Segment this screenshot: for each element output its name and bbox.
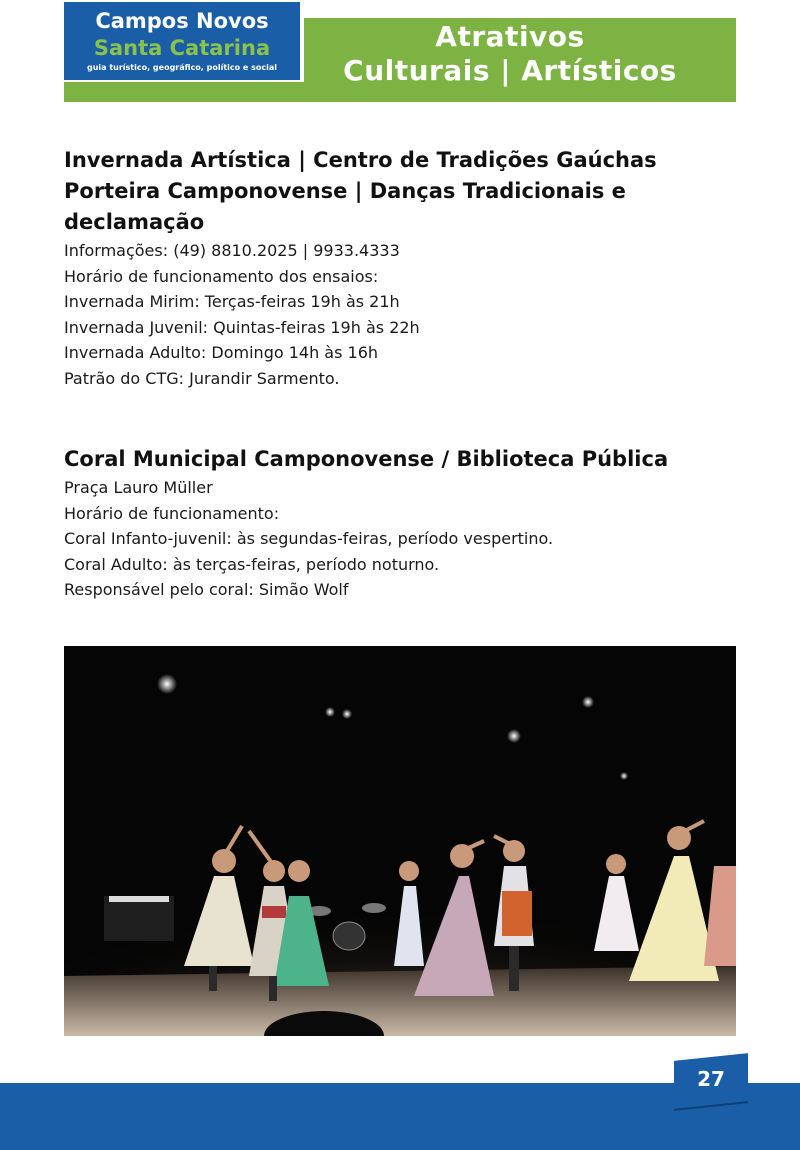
brand-logo — [64, 0, 304, 82]
page-title-line: Atrativos — [435, 20, 585, 53]
brand-tagline: guia turístico, geográfico, político e social — [86, 63, 278, 72]
info-line-phone: Informações: (49) 8810.2025 | 9933.4333 — [64, 241, 400, 260]
page-title-line: Culturais | Artísticos — [343, 54, 677, 87]
info-line-juvenil: Invernada Juvenil: Quintas-feiras 19h às 22h — [64, 317, 420, 337]
info-line-infanto: Coral Infanto-juvenil: às segundas-feiras, período vespertino. — [64, 529, 554, 548]
section-heading — [64, 444, 744, 475]
info-line-adulto: Invernada Adulto: Domingo 14h às 16h — [64, 343, 379, 362]
brand-logo-panel — [64, 2, 300, 80]
page-title — [300, 20, 720, 88]
info-line-address: Praça Lauro Müller — [64, 478, 213, 497]
section-coral — [64, 444, 744, 603]
heading-line: declamação — [64, 210, 205, 234]
brand-name: Campos Novos — [95, 9, 269, 33]
page-number: 27 — [697, 1067, 725, 1091]
brand-region: Santa Catarina — [93, 36, 271, 60]
info-line-responsavel: Responsável pelo coral: Simão Wolf — [64, 580, 349, 599]
info-line-mirim: Invernada Mirim: Terças-feiras 19h às 21h — [64, 292, 400, 311]
heading-line: Invernada Artística | Centro de Tradições Gaúchas — [64, 148, 657, 172]
heading-line: Porteira Camponovense | Danças Tradicionais e — [64, 179, 626, 203]
section-heading — [64, 145, 744, 238]
info-line-patrao: Patrão do CTG: Jurandir Sarmento. — [64, 368, 340, 388]
info-line-adulto: Coral Adulto: às terças-feiras, período noturno. — [64, 554, 440, 574]
info-line-schedule-label: Horário de funcionamento: — [64, 503, 280, 523]
dance-performance-photo — [64, 646, 736, 1036]
info-line-schedule-label: Horário de funcionamento dos ensaios: — [64, 266, 379, 286]
section-invernada — [64, 145, 744, 391]
heading-line: Coral Municipal Camponovense / Biblioteca Pública — [64, 447, 669, 471]
